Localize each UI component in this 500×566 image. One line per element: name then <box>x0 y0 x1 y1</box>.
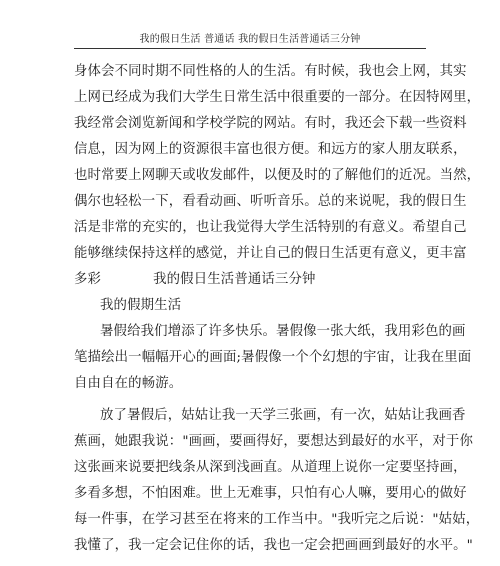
text-line-with-heading <box>74 267 430 293</box>
text-line: 自由自在的畅游。 <box>74 376 183 391</box>
text-line: 暑假给我们增添了许多快乐。暑假像一张大纸，我用彩色的画 <box>100 324 466 339</box>
header-rule <box>74 48 426 49</box>
text-line: 多看多想，不怕困难。世上无难事，只怕有心人嘛，要用心的做好 <box>74 486 467 501</box>
text-line: 身体会不同时期不同性格的人的生活。有时候，我也会上网，其实 <box>74 64 467 79</box>
section-subheading: 我的假期生活 <box>100 298 182 313</box>
text-line: 偶尔也轻松一下，看看动画、听听音乐。总的来说呢，我的假日生 <box>74 194 467 209</box>
text-line: 笔描绘出一幅幅开心的画面;暑假像一个个幻想的宇宙，让我在里面 <box>74 350 472 365</box>
text-line: 放了暑假后，姑姑让我一天学三张画，有一次，姑姑让我画香 <box>100 408 466 423</box>
text-line-end: 多彩 <box>74 272 102 287</box>
body-text <box>74 59 481 559</box>
text-line: 信息，因为网上的资源很丰富也很方便。和远方的家人朋友联系， <box>74 142 467 157</box>
text-line: 活是非常的充实的，也让我觉得大学生活特别的有意义。希望自己 <box>74 220 467 235</box>
text-line: 能够继续保持这样的感觉，并让自己的假日生活更有意义，更丰富 <box>74 246 467 261</box>
text-line: 我懂了，我一定会记住你的话，我也一定会把画画到最好的水平。" <box>74 538 473 553</box>
text-line: 每一件事，在学习甚至在将来的工作当中。"我听完之后说："姑姑， <box>74 512 480 527</box>
text-line: 也时常要上网聊天或收发邮件，以便及时的了解他们的近况。当然， <box>74 168 481 183</box>
inline-heading: 我的假日生活普通话三分钟 <box>153 272 316 287</box>
text-line: 上网已经成为我们大学生日常生活中很重要的一部分。在因特网里， <box>74 90 481 105</box>
text-line: 这张画来说要把线条从深到浅画直。从道理上说你一定要坚持画， <box>74 460 467 475</box>
text-line: 我经常会浏览新闻和学校学院的网站。有时，我还会下载一些资料 <box>74 116 467 131</box>
text-line: 蕉画，她跟我说："画画，要画得好，要想达到最好的水平，对于你 <box>74 434 473 449</box>
running-header: 我的假日生活 普通话 我的假日生活普通话三分钟 <box>139 34 361 45</box>
